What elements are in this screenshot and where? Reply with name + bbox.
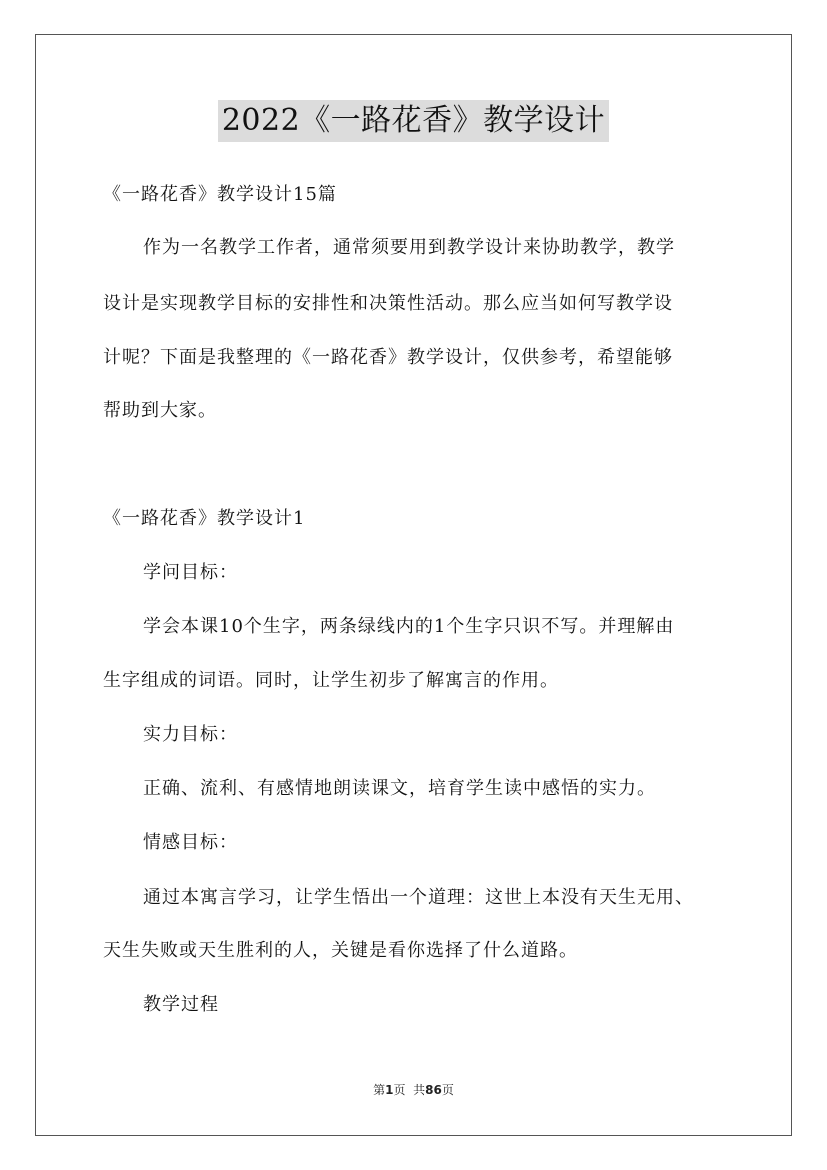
emotion-goal-line-1: 通过本寓言学习，让学生悟出一个道理：这世上本没有天生无用、	[143, 887, 694, 908]
emotion-goal-line-2: 天生失败或天生胜利的人，关键是看你选择了什么道路。	[103, 940, 578, 961]
document-title: 2022《一路花香》教学设计	[218, 100, 609, 142]
ability-goal-text: 正确、流利、有感情地朗读课文，培育学生读中感悟的实力。	[143, 778, 656, 799]
page-suffix: 页	[441, 1083, 454, 1097]
title-container	[0, 100, 827, 142]
knowledge-goal-line-2: 生字组成的词语。同时，让学生初步了解寓言的作用。	[103, 670, 559, 691]
intro-line-3: 计呢？下面是我整理的《一路花香》教学设计，仅供参考，希望能够	[103, 347, 673, 368]
document-subtitle: 《一路花香》教学设计15篇	[103, 184, 337, 205]
page-footer	[0, 1081, 827, 1098]
teaching-process-label: 教学过程	[143, 994, 219, 1015]
knowledge-goal-label: 学问目标：	[143, 562, 238, 583]
page-mid: 页 共	[393, 1083, 426, 1097]
intro-line-4: 帮助到大家。	[103, 400, 217, 421]
ability-goal-label: 实力目标：	[143, 724, 238, 745]
emotion-goal-label: 情感目标：	[143, 832, 238, 853]
section-heading: 《一路花香》教学设计1	[103, 508, 306, 529]
page-current: 1	[385, 1083, 394, 1097]
intro-line-2: 设计是实现教学目标的安排性和决策性活动。那么应当如何写教学设	[103, 293, 673, 314]
page-total: 86	[425, 1083, 442, 1097]
knowledge-goal-line-1: 学会本课10个生字，两条绿线内的1个生字只识不写。并理解由	[143, 616, 675, 637]
page-prefix: 第	[373, 1083, 386, 1097]
intro-line-1: 作为一名教学工作者，通常须要用到教学设计来协助教学，教学	[143, 237, 675, 258]
